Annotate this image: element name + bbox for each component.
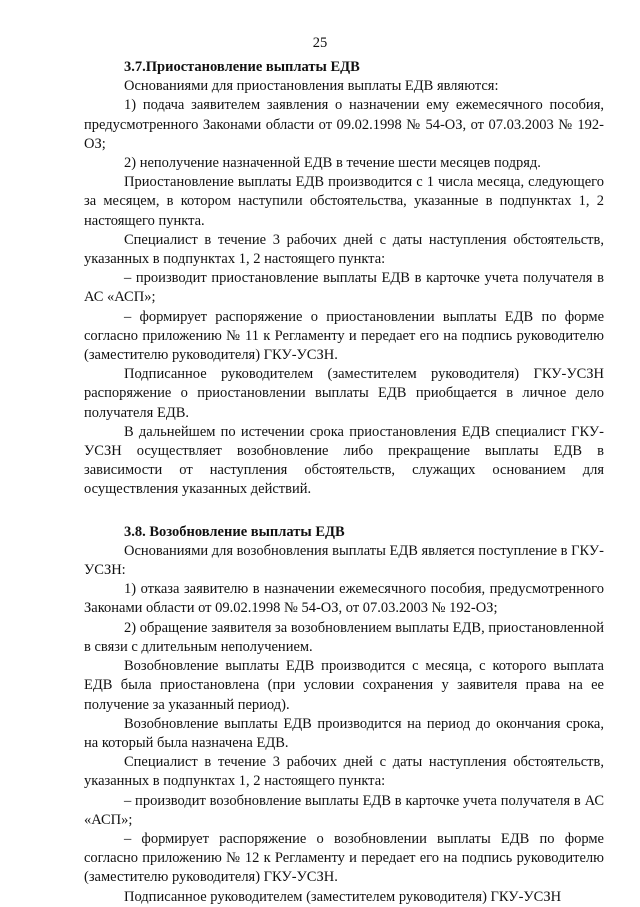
section-heading: 3.8. Возобновление выплаты ЕДВ <box>124 523 345 540</box>
section-3-7 <box>84 58 604 500</box>
paragraph: Приостановление выплаты ЕДВ производится с 1 числа месяца, следующего за месяцем, в котором наступили обстоятельства, указанные в подпунктах 1, 2 настоящего пункта. <box>84 174 604 229</box>
paragraph: – производит возобновление выплаты ЕДВ в карточке учета получателя в АС «АСП»; <box>84 792 604 828</box>
paragraph: – формирует распоряжение о приостановлении выплаты ЕДВ по форме согласно приложению № 11 к Регламенту и передает его на подпись руководителю (заместителю руководителя) ГКУ-УСЗН. <box>84 308 604 364</box>
paragraph: – производит приостановление выплаты ЕДВ в карточке учета получателя в АС «АСП»; <box>84 270 604 306</box>
paragraph: Основаниями для приостановления выплаты ЕДВ являются: <box>124 78 499 95</box>
paragraph: Возобновление выплаты ЕДВ производится с месяца, с которого выплата ЕДВ была приостановлена (при условии сохранения у заявителя права на ее получение за указанный период). <box>84 658 604 713</box>
paragraph: Основаниями для возобновления выплаты ЕДВ является поступление в ГКУ-УСЗН: <box>84 542 604 579</box>
paragraph: 2) обращение заявителя за возобновлением выплаты ЕДВ, приостановленной в связи с длительным неполучением. <box>84 619 604 655</box>
section-heading: 3.7.Приостановление выплаты ЕДВ <box>124 59 360 75</box>
paragraph: Подписанное руководителем (заместителем руководителя) ГКУ-УСЗН <box>124 888 562 905</box>
page-number: 25 <box>312 35 328 51</box>
paragraph: Подписанное руководителем (заместителем руководителя) ГКУ-УСЗН распоряжение о приостановлении выплаты ЕДВ приобщается в личное дело получателя ЕДВ. <box>84 366 604 421</box>
section-3-8 <box>84 523 604 907</box>
paragraph: 1) отказа заявителю в назначении ежемесячного пособия, предусмотренного Законами области от 09.02.1998 № 54-ОЗ, от 07.03.2003 № 192-ОЗ; <box>84 581 604 617</box>
paragraph: Специалист в течение 3 рабочих дней с даты наступления обстоятельств, указанных в подпунктах 1, 2 настоящего пункта: <box>84 231 604 268</box>
paragraph: 1) подача заявителем заявления о назначении ему ежемесячного пособия, предусмотренного Законами области от 09.02.1998 № 54-ОЗ, от 07.03.2003 № 192-ОЗ; <box>84 97 604 152</box>
page-content <box>84 58 604 907</box>
paragraph: 2) неполучение назначенной ЕДВ в течение шести месяцев подряд. <box>124 155 541 172</box>
paragraph: Возобновление выплаты ЕДВ производится на период до окончания срока, на который была назначена ЕДВ. <box>84 715 604 751</box>
section-spacer <box>84 500 604 523</box>
paragraph: – формирует распоряжение о возобновлении выплаты ЕДВ по форме согласно приложению № 12 к Регламенту и передает его на подпись руководителю (заместителю руководителя) ГКУ-УСЗН. <box>84 830 604 886</box>
paragraph: В дальнейшем по истечении срока приостановления ЕДВ специалист ГКУ-УСЗН осуществляет возобновление либо прекращение выплаты ЕДВ в зависимости от наступления обстоятельств, служащих основанием для осуществления указанных действий. <box>84 423 604 498</box>
paragraph: Специалист в течение 3 рабочих дней с даты наступления обстоятельств, указанных в подпунктах 1, 2 настоящего пункта: <box>84 754 604 790</box>
